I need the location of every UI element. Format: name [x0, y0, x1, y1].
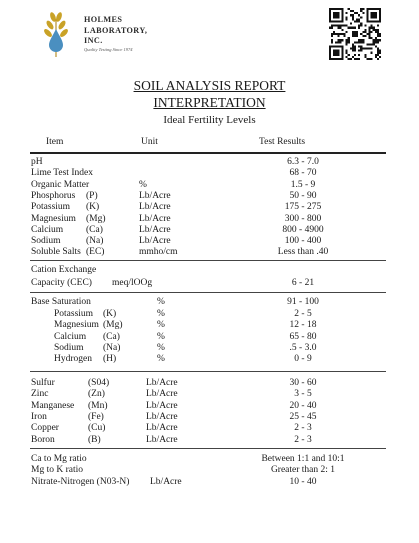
- column-header-results: Test Results: [259, 137, 306, 147]
- row-item: Potassium: [54, 309, 94, 319]
- row-unit: Lb/Acre: [139, 202, 171, 213]
- row-symbol: (Cu): [88, 423, 106, 434]
- table-row: [0, 278, 419, 289]
- row-item: Sodium: [31, 236, 61, 247]
- table-row: [0, 423, 419, 434]
- row-symbol: (Ca): [86, 224, 103, 235]
- row-result: 6 - 21: [291, 278, 315, 288]
- row-symbol: (P): [86, 190, 98, 201]
- report-subtitle: Ideal Fertility Levels: [163, 114, 256, 126]
- row-unit: %: [157, 309, 165, 319]
- row-result: .5 - 3.0: [289, 342, 317, 353]
- row-item: Phosphorus: [31, 190, 76, 201]
- row-symbol: (S04): [88, 378, 110, 388]
- row-symbol: (K): [86, 202, 100, 213]
- row-result: 2 - 5: [294, 309, 312, 319]
- row-unit: Lb/Acre: [146, 434, 178, 445]
- row-unit: %: [157, 354, 165, 365]
- row-result: 30 - 60: [289, 378, 317, 388]
- row-symbol: (Ca): [103, 331, 120, 342]
- column-header-item: Item: [46, 137, 64, 147]
- divider: [30, 371, 386, 372]
- row-symbol: (K): [103, 309, 117, 319]
- lab-name-line: LABORATORY,: [84, 25, 148, 35]
- row-item: Lime Test Index: [31, 168, 93, 179]
- table-row: [0, 236, 419, 247]
- row-result: 25 - 45: [289, 411, 317, 422]
- row-unit: Lb/Acre: [146, 423, 178, 434]
- table-row: [0, 247, 419, 258]
- row-unit: Lb/Acre: [146, 411, 178, 422]
- lab-name-line: INC.: [84, 36, 103, 45]
- row-unit: %: [157, 331, 165, 342]
- row-result: 100 - 400: [284, 236, 322, 247]
- row-item: Soluble Salts: [31, 247, 81, 258]
- divider: [30, 152, 386, 154]
- lab-name-line: HOLMES: [84, 15, 123, 24]
- table-row: [0, 477, 419, 488]
- row-result: 300 - 800: [284, 213, 322, 224]
- table-row: [0, 202, 419, 213]
- row-result: Greater than 2: 1: [270, 465, 336, 476]
- row-symbol: (Zn): [88, 389, 105, 400]
- row-result: 6.3 - 7.0: [287, 157, 319, 167]
- row-unit: Lb/Acre: [150, 476, 182, 487]
- row-symbol: (H): [103, 354, 117, 365]
- row-item: Iron: [31, 411, 47, 422]
- row-symbol: (Mg): [86, 213, 106, 224]
- row-item: Zinc: [31, 389, 49, 400]
- water-drop-icon: [49, 29, 63, 52]
- row-item: Ca to Mg ratio: [31, 454, 87, 464]
- row-unit: %: [157, 297, 165, 307]
- row-symbol: (B): [88, 434, 101, 445]
- row-result: 2 - 3: [294, 423, 312, 434]
- row-symbol: (Na): [103, 342, 121, 353]
- table-row: [0, 168, 419, 179]
- row-unit: %: [157, 320, 165, 331]
- row-unit: Lb/Acre: [139, 236, 171, 247]
- divider: [30, 448, 386, 449]
- table-row: [0, 297, 419, 308]
- row-result: 91 - 100: [287, 297, 319, 307]
- row-item: Potassium: [31, 202, 71, 213]
- cec-label-row: [0, 265, 419, 276]
- table-row: [0, 332, 419, 343]
- tagline: Quality Testing Since 1974: [84, 47, 133, 52]
- row-symbol: (EC): [86, 247, 105, 258]
- table-row: [0, 465, 419, 476]
- qr-code-icon: [329, 8, 381, 60]
- row-result: 12 - 18: [289, 320, 317, 331]
- row-symbol: (Na): [86, 236, 104, 247]
- row-unit: Lb/Acre: [146, 378, 178, 388]
- table-row: [0, 343, 419, 354]
- row-item: Hydrogen: [54, 354, 92, 365]
- table-row: [0, 214, 419, 225]
- table-row: [0, 191, 419, 202]
- row-result: 50 - 90: [289, 190, 317, 201]
- row-unit: Lb/Acre: [139, 190, 171, 201]
- row-result: 800 - 4900: [282, 224, 324, 235]
- row-item: Mg to K ratio: [31, 465, 83, 476]
- row-result: 68 - 70: [289, 168, 317, 179]
- row-result: 1.5 - 9: [290, 179, 316, 190]
- row-item: Capacity (CEC): [31, 278, 92, 288]
- row-result: 175 - 275: [284, 202, 322, 213]
- row-symbol: (Mn): [88, 400, 108, 411]
- row-item: Boron: [31, 434, 55, 445]
- table-row: [0, 435, 419, 446]
- row-result: Less than .40: [277, 247, 329, 258]
- table-row: [0, 320, 419, 331]
- row-result: 3 - 5: [294, 389, 312, 400]
- table-row: [0, 401, 419, 412]
- row-unit: %: [157, 342, 165, 353]
- table-row: [0, 225, 419, 236]
- row-item: Copper: [31, 423, 59, 434]
- row-item: Sodium: [54, 342, 84, 353]
- table-row: [0, 378, 419, 389]
- row-symbol: (Fe): [88, 411, 104, 422]
- table-row: [0, 412, 419, 423]
- row-item: pH: [31, 157, 43, 167]
- row-item: Base Saturation: [31, 297, 91, 307]
- row-result: 10 - 40: [289, 476, 317, 487]
- row-result: 20 - 40: [289, 400, 317, 411]
- row-unit: Lb/Acre: [146, 389, 178, 400]
- row-unit: Lb/Acre: [146, 400, 178, 411]
- table-row: [0, 157, 419, 168]
- table-row: [0, 180, 419, 191]
- row-result: Between 1:1 and 10:1: [261, 454, 345, 464]
- table-row: [0, 389, 419, 400]
- row-item: Magnesium: [31, 213, 76, 224]
- table-row: [0, 354, 419, 365]
- divider: [30, 260, 386, 261]
- table-row: [0, 309, 419, 320]
- row-item: Calcium: [54, 331, 87, 342]
- row-item: Nitrate-Nitrogen (N03-N): [31, 476, 130, 487]
- row-unit: meq/lOOg: [112, 278, 153, 288]
- table-row: [0, 454, 419, 465]
- report-title-line2: INTERPRETATION: [153, 95, 266, 110]
- row-unit: mmho/cm: [139, 247, 178, 258]
- cec-label: Cation Exchange: [31, 265, 97, 275]
- row-item: Manganese: [31, 400, 75, 411]
- row-item: Calcium: [31, 224, 64, 235]
- row-item: Sulfur: [31, 378, 55, 388]
- row-item: Magnesium: [54, 320, 99, 331]
- laboratory-logo: [36, 7, 76, 59]
- row-unit: Lb/Acre: [139, 213, 171, 224]
- row-item: Organic Matter: [31, 179, 90, 190]
- column-header-unit: Unit: [141, 137, 158, 147]
- report-title: SOIL ANALYSIS REPORT: [133, 78, 286, 93]
- row-result: 2 - 3: [294, 434, 312, 445]
- row-result: 65 - 80: [289, 331, 317, 342]
- row-unit: Lb/Acre: [139, 224, 171, 235]
- lab-name: [84, 15, 147, 47]
- divider: [30, 292, 386, 293]
- row-unit: %: [139, 179, 147, 190]
- row-result: 0 - 9: [294, 354, 312, 365]
- row-symbol: (Mg): [103, 320, 123, 331]
